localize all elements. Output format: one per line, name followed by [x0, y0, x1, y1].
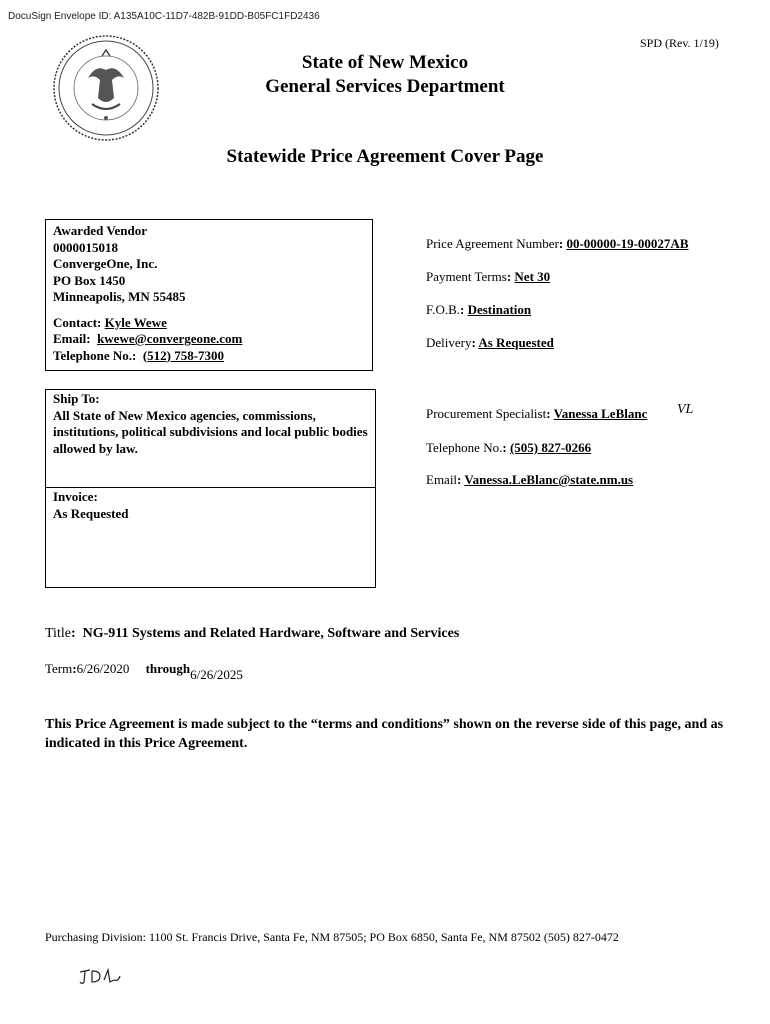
agreement-statement: This Price Agreement is made subject to the “terms and conditions” shown on the reverse side of this page, and as indicated in this Price Agreement.: [45, 717, 724, 751]
vendor-address-2: Minneapolis, MN 55485: [53, 289, 186, 304]
vendor-address-1: PO Box 1450: [53, 272, 126, 288]
ship-to-section: [46, 390, 375, 488]
procurement-specialist-name: Vanessa LeBlanc: [553, 406, 648, 421]
payment-terms-value: Net 30: [514, 269, 551, 284]
vendor-email: Email: kwewe@convergeone.com: [53, 331, 243, 346]
invoice-section: [46, 488, 375, 523]
agency-department: General Services Department: [265, 76, 505, 97]
payment-terms: Payment Terms: Net 30: [426, 269, 551, 284]
agreement-term: Term:6/26/2020 through6/26/2025: [45, 661, 243, 682]
ship-invoice-box: [45, 389, 376, 588]
specialist-telephone-value: (505) 827-0266: [509, 440, 592, 455]
price-agreement-number: Price Agreement Number: 00-00000-19-00027AB: [426, 236, 689, 251]
term-start: 6/26/2020: [76, 661, 130, 676]
price-agreement-number-value: 00-00000-19-00027AB: [566, 236, 689, 251]
handwritten-initials-icon: [78, 966, 122, 988]
term-end: 6/26/2025: [190, 667, 243, 682]
specialist-initials: VL: [677, 402, 694, 417]
invoice-text: As Requested: [53, 505, 129, 521]
delivery: Delivery: As Requested: [426, 335, 554, 350]
fob-value: Destination: [467, 302, 532, 317]
agreement-title-value: NG-911 Systems and Related Hardware, Software and Services: [82, 626, 460, 641]
specialist-email-link[interactable]: Vanessa.LeBlanc@state.nm.us: [464, 472, 634, 487]
purchasing-division-footer: Purchasing Division: 1100 St. Francis Drive, Santa Fe, NM 87505; PO Box 6850, Santa Fe, NM 87502 (505) 827-0472: [45, 930, 619, 944]
document-title: Statewide Price Agreement Cover Page: [226, 146, 544, 167]
vendor-phone-number: (512) 758-7300: [142, 347, 225, 363]
vendor-email-link[interactable]: kwewe@convergeone.com: [97, 331, 243, 346]
ship-to-heading: Ship To:: [53, 391, 100, 406]
procurement-specialist: Procurement Specialist: Vanessa LeBlanc: [426, 406, 648, 421]
term-through: through: [145, 661, 191, 676]
delivery-value: As Requested: [478, 335, 554, 350]
vendor-number: 0000015018: [53, 239, 118, 255]
specialist-email: Email: Vanessa.LeBlanc@state.nm.us: [426, 472, 634, 487]
vendor-contact: Contact: Kyle Wewe: [53, 314, 167, 330]
agency-state: State of New Mexico: [301, 52, 469, 73]
ship-to-text: All State of New Mexico agencies, commissions, institutions, political subdivisions and local public bodies allowed by law.: [53, 407, 368, 456]
vendor-phone: Telephone No.: (512) 758-7300: [53, 347, 225, 363]
envelope-id: DocuSign Envelope ID: A135A10C-11D7-482B-91DD-B05FC1FD2436: [8, 11, 320, 22]
specialist-telephone: Telephone No.: (505) 827-0266: [426, 440, 592, 455]
vendor-name: ConvergeOne, Inc.: [53, 256, 158, 271]
agreement-title: Title: NG-911 Systems and Related Hardware, Software and Services: [45, 626, 460, 641]
vendor-contact-name: Kyle Wewe: [104, 314, 167, 330]
invoice-heading: Invoice:: [53, 489, 98, 504]
form-revision: SPD (Rev. 1/19): [640, 36, 719, 50]
vendor-heading: Awarded Vendor: [53, 223, 148, 238]
vendor-box: [45, 219, 373, 371]
fob: F.O.B.: Destination: [426, 302, 532, 317]
